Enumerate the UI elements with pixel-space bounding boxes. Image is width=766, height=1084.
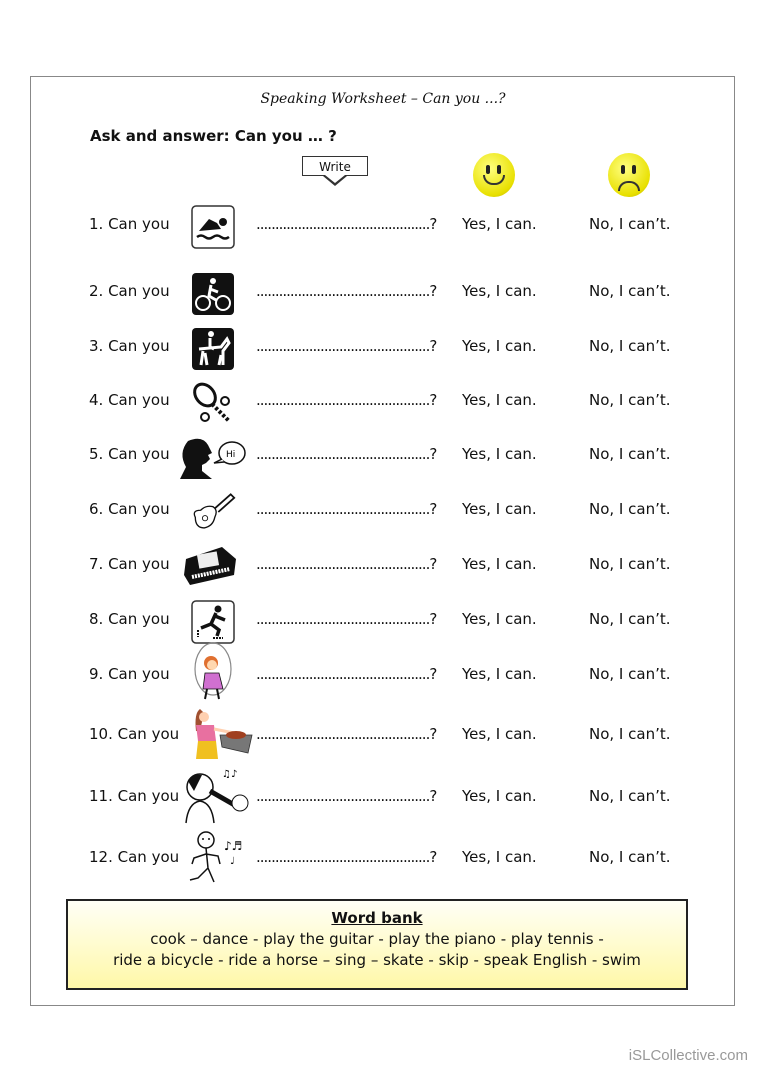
- no-answer: No, I can’t.: [589, 848, 671, 866]
- question-row: [0, 205, 766, 245]
- question-row: [0, 490, 766, 530]
- skipping-rope-icon: [190, 641, 236, 703]
- answer-blank[interactable]: ..............................................?: [256, 610, 437, 628]
- down-arrow-icon: [323, 176, 347, 186]
- cooking-icon: [190, 707, 254, 761]
- question-row: [0, 327, 766, 367]
- no-answer: No, I can’t.: [589, 337, 671, 355]
- question-row: [0, 272, 766, 312]
- yes-answer: Yes, I can.: [462, 725, 537, 743]
- question-row: [0, 655, 766, 695]
- word-bank-box: [66, 899, 688, 990]
- instructions: Ask and answer: Can you … ?: [90, 127, 337, 145]
- question-row: [0, 769, 766, 817]
- question-row: [0, 715, 766, 755]
- svg-text:♪♬: ♪♬: [224, 839, 243, 853]
- singing-icon: [182, 767, 256, 825]
- dancing-icon: [184, 828, 250, 888]
- smiley-face-icon: [473, 153, 515, 197]
- question-label: 9. Can you: [89, 665, 170, 683]
- piano-icon: [182, 545, 238, 589]
- tennis-racket-icon: [190, 381, 236, 425]
- question-row: [0, 435, 766, 475]
- question-label: 2. Can you: [89, 282, 170, 300]
- site-watermark: iSLCollective.com: [628, 1047, 748, 1064]
- answer-blank[interactable]: ..............................................?: [256, 500, 437, 518]
- word-bank-line-1: cook – dance - play the guitar - play the piano - play tennis -: [150, 930, 604, 948]
- answer-blank[interactable]: ..............................................?: [256, 215, 437, 233]
- no-answer: No, I can’t.: [589, 610, 671, 628]
- yes-answer: Yes, I can.: [462, 610, 537, 628]
- answer-blank[interactable]: ..............................................?: [256, 787, 437, 805]
- question-row: [0, 545, 766, 585]
- svg-text:♫♪: ♫♪: [222, 769, 238, 780]
- question-label: 11. Can you: [89, 787, 180, 805]
- no-answer: No, I can’t.: [589, 555, 671, 573]
- guitar-icon: [190, 490, 236, 534]
- svg-text:Hi: Hi: [226, 450, 236, 460]
- yes-answer: Yes, I can.: [462, 391, 537, 409]
- answer-blank[interactable]: ..............................................?: [256, 282, 437, 300]
- question-label: 4. Can you: [89, 391, 170, 409]
- answer-blank[interactable]: ..............................................?: [256, 391, 437, 409]
- yes-answer: Yes, I can.: [462, 848, 537, 866]
- cycling-icon: [190, 272, 236, 316]
- no-answer: No, I can’t.: [589, 215, 671, 233]
- swimming-icon: [190, 205, 236, 249]
- no-answer: No, I can’t.: [589, 665, 671, 683]
- yes-answer: Yes, I can.: [462, 787, 537, 805]
- yes-answer: Yes, I can.: [462, 555, 537, 573]
- answer-blank[interactable]: ..............................................?: [256, 848, 437, 866]
- question-label: 5. Can you: [89, 445, 170, 463]
- answer-blank[interactable]: ..............................................?: [256, 665, 437, 683]
- skating-icon: [190, 600, 236, 644]
- answer-blank[interactable]: ..............................................?: [256, 445, 437, 463]
- yes-answer: Yes, I can.: [462, 665, 537, 683]
- no-answer: No, I can’t.: [589, 391, 671, 409]
- question-row: [0, 381, 766, 421]
- question-label: 7. Can you: [89, 555, 170, 573]
- speaking-head-icon: [178, 435, 254, 479]
- no-answer: No, I can’t.: [589, 725, 671, 743]
- no-answer: No, I can’t.: [589, 787, 671, 805]
- yes-answer: Yes, I can.: [462, 282, 537, 300]
- worksheet-title: Speaking Worksheet – Can you ...?: [260, 91, 506, 107]
- no-answer: No, I can’t.: [589, 500, 671, 518]
- word-bank-line-2: ride a bicycle - ride a horse – sing – skate - skip - speak English - swim: [113, 951, 641, 969]
- word-bank-title: Word bank: [331, 909, 423, 927]
- question-label: 1. Can you: [89, 215, 170, 233]
- sad-face-icon: [608, 153, 650, 197]
- question-row: [0, 600, 766, 640]
- question-label: 8. Can you: [89, 610, 170, 628]
- question-row: [0, 838, 766, 878]
- question-label: 3. Can you: [89, 337, 170, 355]
- yes-answer: Yes, I can.: [462, 500, 537, 518]
- no-answer: No, I can’t.: [589, 445, 671, 463]
- yes-answer: Yes, I can.: [462, 445, 537, 463]
- no-answer: No, I can’t.: [589, 282, 671, 300]
- horse-riding-icon: [190, 327, 236, 371]
- question-label: 6. Can you: [89, 500, 170, 518]
- yes-answer: Yes, I can.: [462, 215, 537, 233]
- yes-answer: Yes, I can.: [462, 337, 537, 355]
- answer-blank[interactable]: ..............................................?: [256, 725, 437, 743]
- svg-text:♩: ♩: [230, 856, 235, 867]
- answer-blank[interactable]: ..............................................?: [256, 337, 437, 355]
- write-label: Write: [302, 156, 368, 176]
- question-label: 12. Can you: [89, 848, 180, 866]
- question-label: 10. Can you: [89, 725, 180, 743]
- answer-blank[interactable]: ..............................................?: [256, 555, 437, 573]
